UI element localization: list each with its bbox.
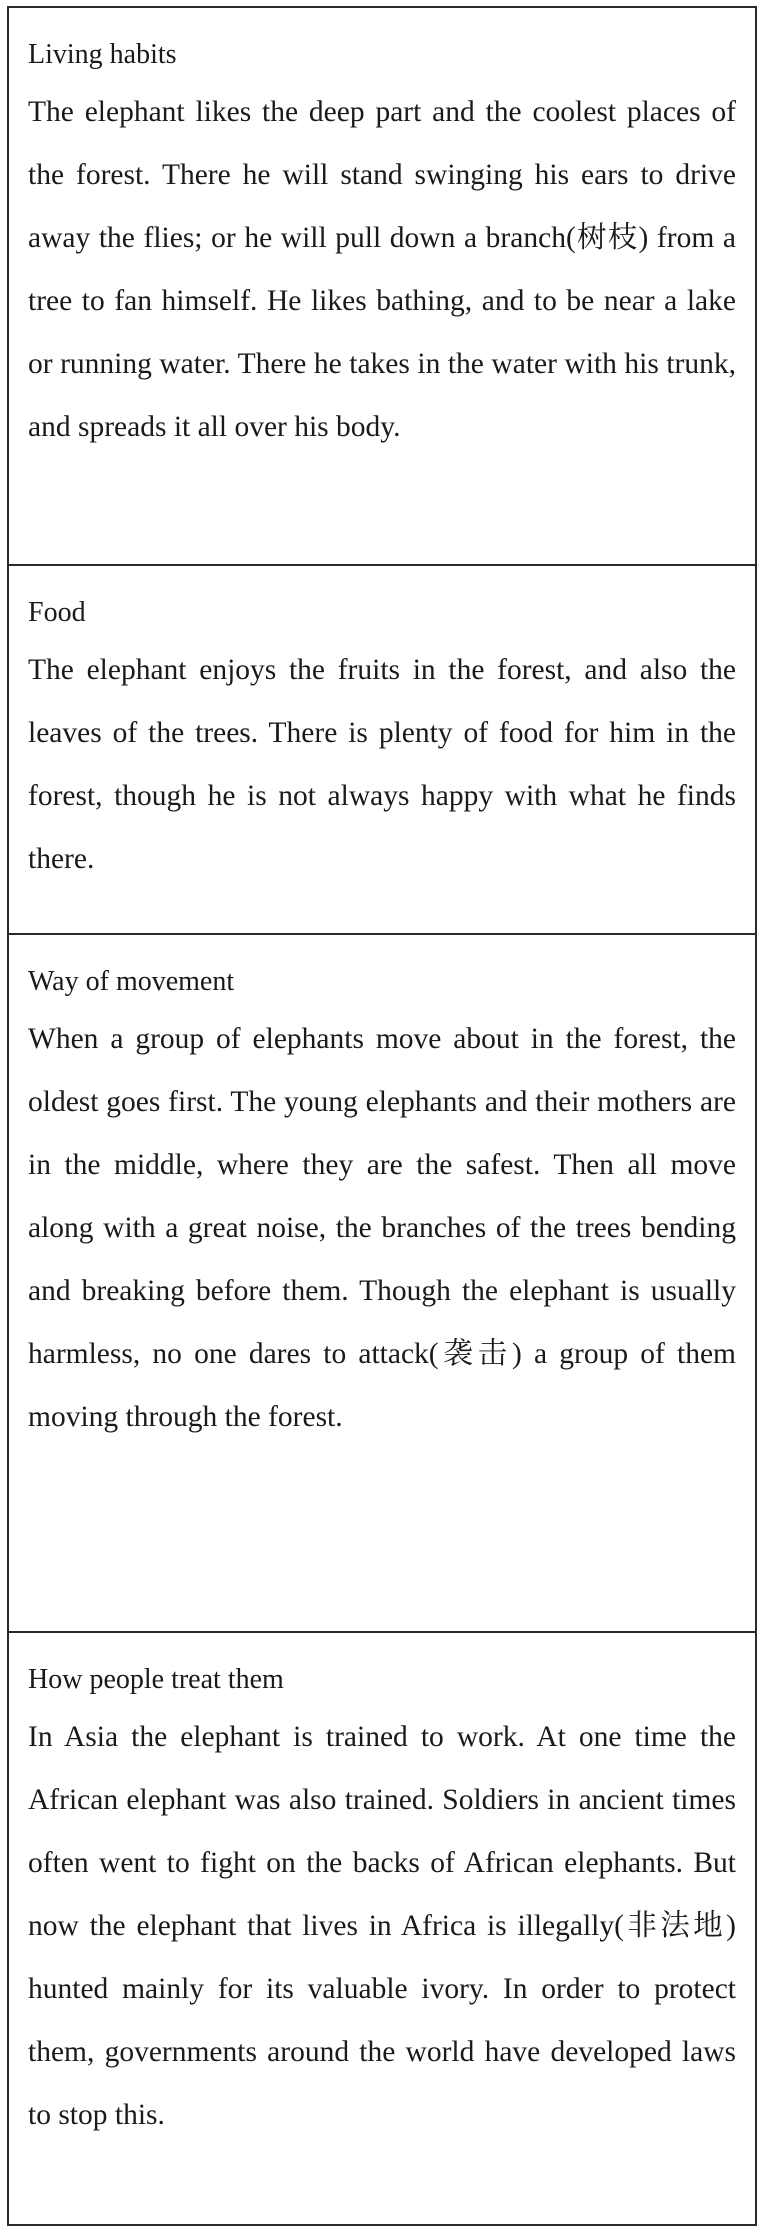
section-how-people-treat-them <box>9 1633 755 2224</box>
section-body: In Asia the elephant is trained to work. At one time the African elephant was also trained. Soldiers in ancient times often went to fight on the backs of African elephants. But now the elephant that lives in Africa is illegally(非法地) hunted mainly for its valuable ivory. In order to protect them, governments around the world have developed laws to stop this. <box>28 1721 736 2131</box>
section-heading: Living habits <box>28 39 177 70</box>
section-heading: How people treat them <box>28 1664 284 1695</box>
section-way-of-movement <box>9 935 755 1633</box>
info-table <box>7 6 757 2226</box>
section-body: The elephant enjoys the fruits in the forest, and also the leaves of the trees. There is plenty of food for him in the forest, though he is not always happy with what he finds there. <box>28 654 736 875</box>
section-living-habits <box>9 8 755 566</box>
section-body: When a group of elephants move about in the forest, the oldest goes first. The young elephants and their mothers are in the middle, where they are the safest. Then all move along with a great noise, the branches of the trees bending and breaking before them. Though the elephant is usually harmless, no one dares to attack(袭击) a group of them moving through the forest. <box>28 1023 736 1433</box>
section-heading: Food <box>28 597 86 628</box>
section-body: The elephant likes the deep part and the coolest places of the forest. There he will stand swinging his ears to drive away the flies; or he will pull down a branch(树枝) from a tree to fan himself. He likes bathing, and to be near a lake or running water. There he takes in the water with his trunk, and spreads it all over his body. <box>28 96 736 443</box>
section-heading: Way of movement <box>28 966 235 997</box>
section-food <box>9 566 755 935</box>
